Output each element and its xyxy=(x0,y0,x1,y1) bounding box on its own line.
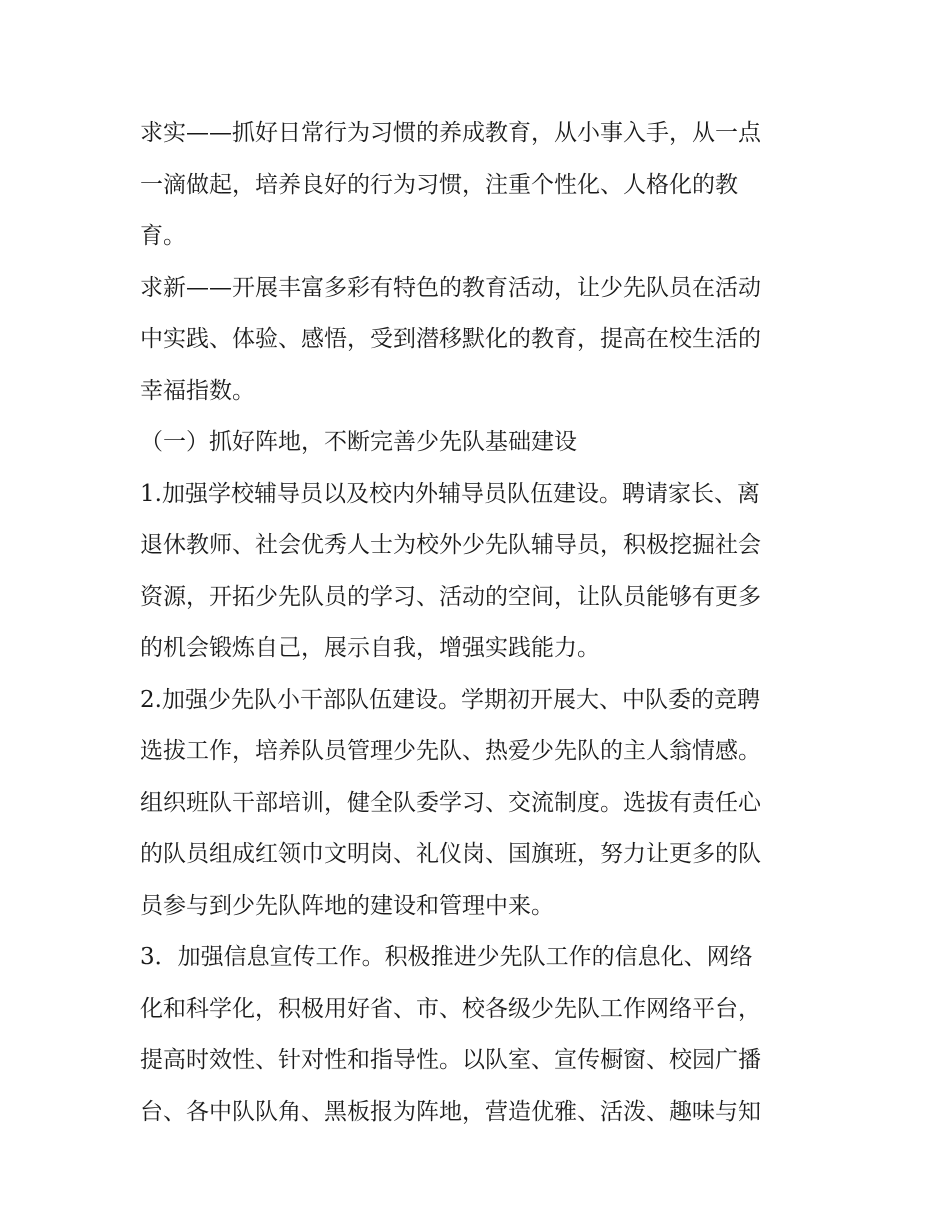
text-line: 员参与到少先队阵地的建设和管理中来。 xyxy=(140,892,554,919)
text-line: 的机会锻炼自己，展示自我，增强实践能力。 xyxy=(140,635,600,661)
text-line: 化和科学化，积极用好省、市、校各级少先队工作网络平台， xyxy=(140,995,761,1022)
text-line: 3．加强信息宣传工作。积极推进少先队工作的信息化、网络 xyxy=(140,944,753,970)
text-line: 台、各中队队角、黑板报为阵地，营造优雅、活泼、趣味与知 xyxy=(140,1098,761,1125)
text-line: 中实践、体验、感悟，受到潜移默化的教育，提高在校生活的 xyxy=(140,326,761,352)
text-line: 育。 xyxy=(140,223,186,249)
text-line: 一滴做起，培养良好的行为习惯，注重个性化、人格化的教 xyxy=(140,171,738,198)
text-line: 提高时效性、针对性和指导性。以队室、宣传橱窗、校园广播 xyxy=(140,1047,761,1073)
text-line: 2.加强少先队小干部队伍建设。学期初开展大、中队委的竞聘 xyxy=(140,686,760,713)
document-body xyxy=(140,108,830,1138)
text-line: 的队员组成红领巾文明岗、礼仪岗、国旗班，努力让更多的队 xyxy=(140,841,761,867)
text-line: 1.加强学校辅导员以及校内外辅导员队伍建设。聘请家长、离 xyxy=(140,480,760,507)
text-line: 选拔工作，培养队员管理少先队、热爱少先队的主人翁情感。 xyxy=(140,738,761,764)
text-line: 退休教师、社会优秀人士为校外少先队辅导员，积极挖掘社会 xyxy=(140,532,761,558)
text-line: 资源，开拓少先队员的学习、活动的空间，让队员能够有更多 xyxy=(140,583,761,610)
text-line: 幸福指数。 xyxy=(140,377,255,404)
text-line: 求实——抓好日常行为习惯的养成教育，从小事入手，从一点 xyxy=(140,120,761,146)
section-heading: （一）抓好阵地，不断完善少先队基础建设 xyxy=(140,429,577,455)
text-line: 求新——开展丰富多彩有特色的教育活动，让少先队员在活动 xyxy=(140,274,761,301)
text-line: 组织班队干部培训，健全队委学习、交流制度。选拔有责任心 xyxy=(140,789,761,816)
